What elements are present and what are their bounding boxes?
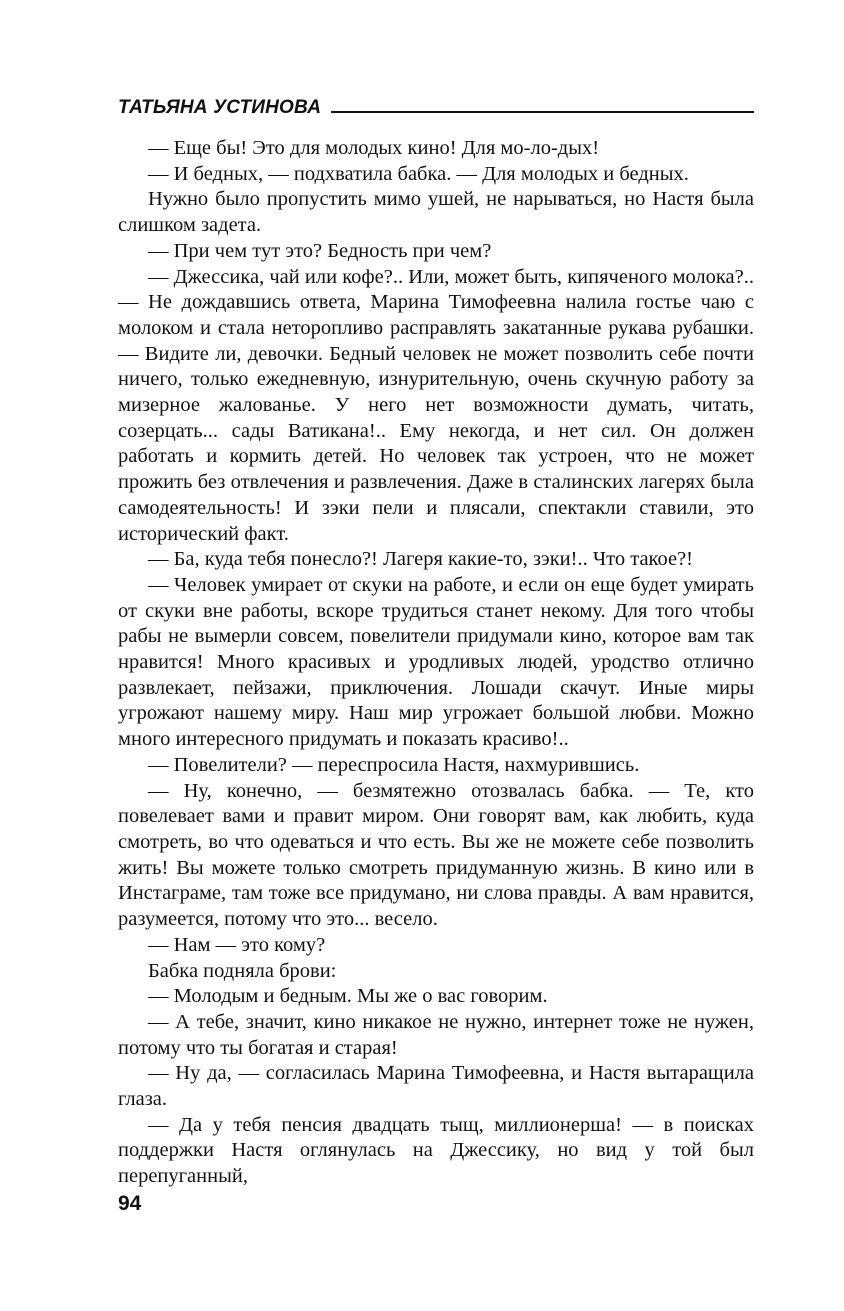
paragraph: — Еще бы! Это для молодых кино! Для мо-ло-дых!	[148, 137, 600, 159]
paragraph: — Нам — это кому?	[148, 933, 326, 956]
paragraph: — Ну, конечно, — безмятежно отозвалась бабка. — Те, кто повелевает вами и правит миром. Они говорят вам, как любить, куда смотреть, во что одеваться и что есть. Вы же не можете себе позволить жить! Вы можете только смотреть придуманную жизнь. В кино или в Инстаграме, там тоже все придумано, ни слова правды. А вам нравится, разумеется, потому что это... весело.	[118, 779, 754, 931]
body-text	[118, 136, 754, 1190]
header-rule	[331, 111, 754, 113]
paragraph: — Ну да, — согласилась Марина Тимофеевна, и Настя вытаращила глаза.	[118, 1062, 754, 1111]
running-header	[118, 96, 754, 120]
paragraph: — При чем тут это? Бедность при чем?	[148, 239, 492, 262]
paragraph: — А тебе, значит, кино никакое не нужно, интернет тоже не нужен, потому что ты богатая и старая!	[118, 1010, 754, 1059]
paragraph: Нужно было пропустить мимо ушей, не нарываться, но Настя была слишком задета.	[118, 188, 754, 237]
paragraph: — Да у тебя пенсия двадцать тыщ, миллионерша! — в поисках поддержки Настя оглянулась на Джессику, но вид у той был перепуганный,	[118, 1113, 754, 1188]
paragraph: — Джессика, чай или кофе?.. Или, может быть, кипяченого молока?.. — Не дождавшись ответа, Марина Тимофеевна налила гостье чаю с молоком и стала неторопливо расправлять закатанные рукава рубашки. — Видите ли, девочки. Бедный человек не может позволить себе почти ничего, только ежедневную, изнурительную, очень скучную работу за мизерное жалованье. У него нет возможности думать, читать, созерцать... сады Ватикана!.. Ему некогда, и нет сил. Он должен работать и кормить детей. Но человек так устроен, что не может прожить без отвлечения и развлечения. Даже в сталинских лагерях была самодеятельность! И зэки пели и плясали, спектакли ставили, это исторический факт.	[118, 265, 754, 545]
paragraph: Бабка подняла брови:	[148, 959, 337, 982]
page-number: 94	[118, 1192, 142, 1215]
paragraph: — Повелители? — переспросила Настя, нахмурившись.	[148, 753, 640, 776]
paragraph: — Человек умирает от скуки на работе, и если он еще будет умирать от скуки вне работы, вскоре трудиться станет некому. Для того чтобы рабы не вымерли совсем, повелители придумали кино, которое вам так нравится! Много красивых и уродливых людей, уродство отлично развлекает, пейзажи, приключения. Лошади скачут. Иные миры угрожают нашему миру. Наш мир угрожает большой любви. Можно много интересного придумать и показать красиво!..	[118, 573, 754, 751]
paragraph: — Ба, куда тебя понесло?! Лагеря какие-то, зэки!.. Что такое?!	[148, 548, 693, 571]
author-name: ТАТЬЯНА УСТИНОВА	[118, 97, 322, 118]
paragraph: — И бедных, — подхватила бабка. — Для молодых и бедных.	[148, 162, 689, 185]
paragraph: — Молодым и бедным. Мы же о вас говорим.	[148, 985, 548, 1008]
